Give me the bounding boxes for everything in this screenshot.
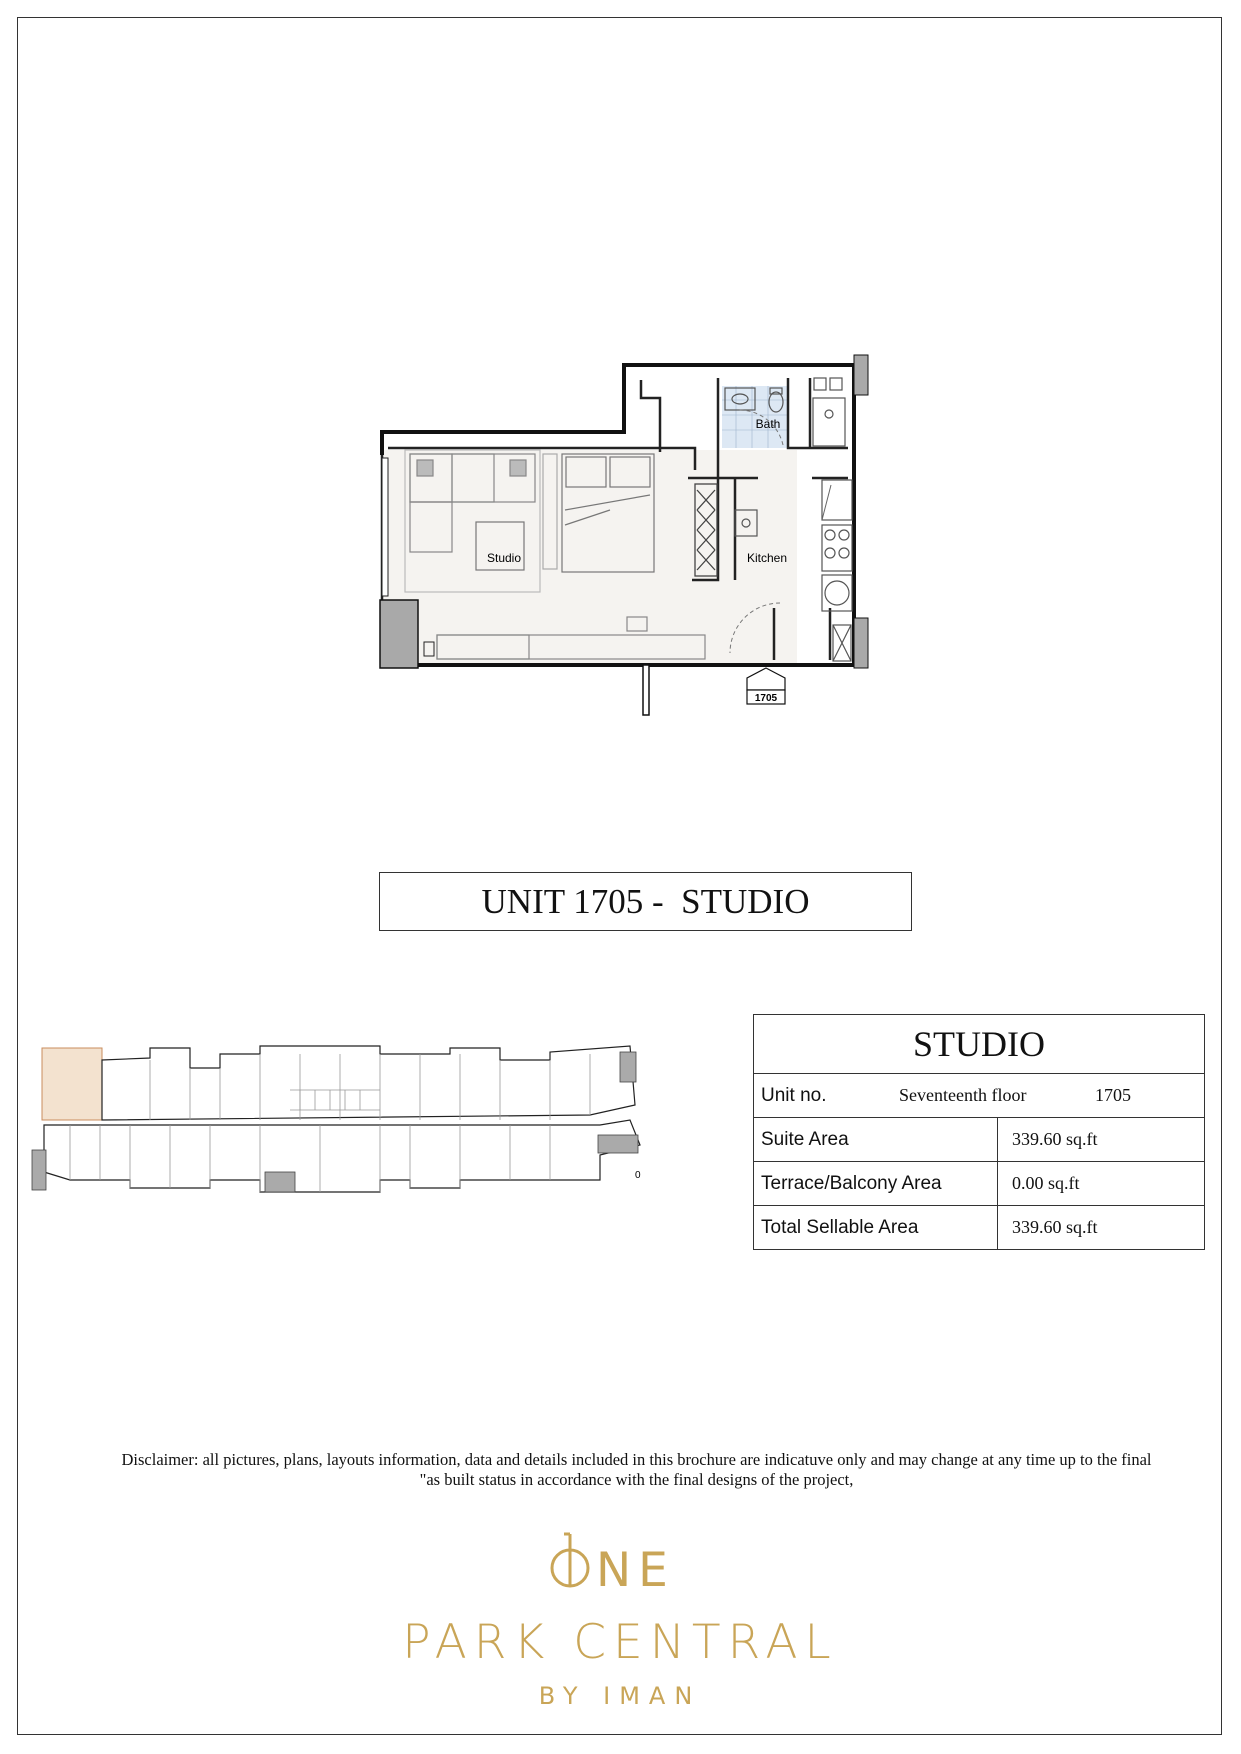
- room-label-studio: Studio: [486, 551, 522, 565]
- total-area-label: Total Sellable Area: [754, 1206, 998, 1250]
- unit-tag-text: 1705: [754, 693, 778, 704]
- table-row: [754, 1162, 1205, 1206]
- logo-line-1: NE: [596, 1543, 675, 1592]
- highlighted-unit: [42, 1048, 102, 1120]
- upper-wing: [102, 1046, 635, 1120]
- kitchen-door: [822, 485, 831, 520]
- table-row: [754, 1206, 1205, 1250]
- logo-line-3: BY IMAN: [538, 1682, 702, 1710]
- balcony-rail: [643, 665, 649, 715]
- lower-wing: [44, 1120, 640, 1192]
- room-label-bath: Bath: [755, 417, 781, 431]
- unit-floor-plan: [370, 350, 880, 730]
- logo-one-mark: [540, 1530, 740, 1592]
- total-area-value: 339.60 sq.ft: [998, 1206, 1205, 1250]
- column-left: [380, 600, 418, 668]
- unit-tag-outline: [747, 668, 785, 690]
- brand-logo: [370, 1530, 870, 1710]
- terrace-area-label: Terrace/Balcony Area: [754, 1162, 998, 1206]
- table-row: [754, 1118, 1205, 1162]
- key-plan-mark: 0: [635, 1170, 641, 1181]
- disclaimer: [60, 1450, 1213, 1490]
- unit-no-value: 1705: [1095, 1085, 1131, 1105]
- unit-title: UNIT 1705 - STUDIO: [379, 872, 912, 931]
- spec-heading: STUDIO: [754, 1015, 1205, 1074]
- floor-value: Seventeenth floor: [899, 1085, 1027, 1105]
- suite-area-label: Suite Area: [754, 1118, 998, 1162]
- terrace-area-value: 0.00 sq.ft: [998, 1162, 1205, 1206]
- column-top-right: [854, 355, 868, 395]
- disclaimer-line-1: Disclaimer: all pictures, plans, layouts information, data and details included in this brochure are indicatuve only and may change at any time up to the final: [121, 1450, 1152, 1469]
- suite-area-value: 339.60 sq.ft: [998, 1118, 1205, 1162]
- unit-no-label: Unit no.: [761, 1084, 827, 1106]
- column-bottom-right: [854, 618, 868, 668]
- room-label-kitchen: Kitchen: [746, 551, 788, 565]
- window-left: [382, 458, 388, 596]
- disclaimer-line-2: "as built status in accordance with the final designs of the project,: [419, 1470, 854, 1489]
- unit-no-row: [754, 1074, 1205, 1118]
- spec-table: [753, 1014, 1205, 1250]
- logo-line-2: PARK CENTRAL: [402, 1615, 838, 1670]
- key-plan: [30, 1040, 730, 1230]
